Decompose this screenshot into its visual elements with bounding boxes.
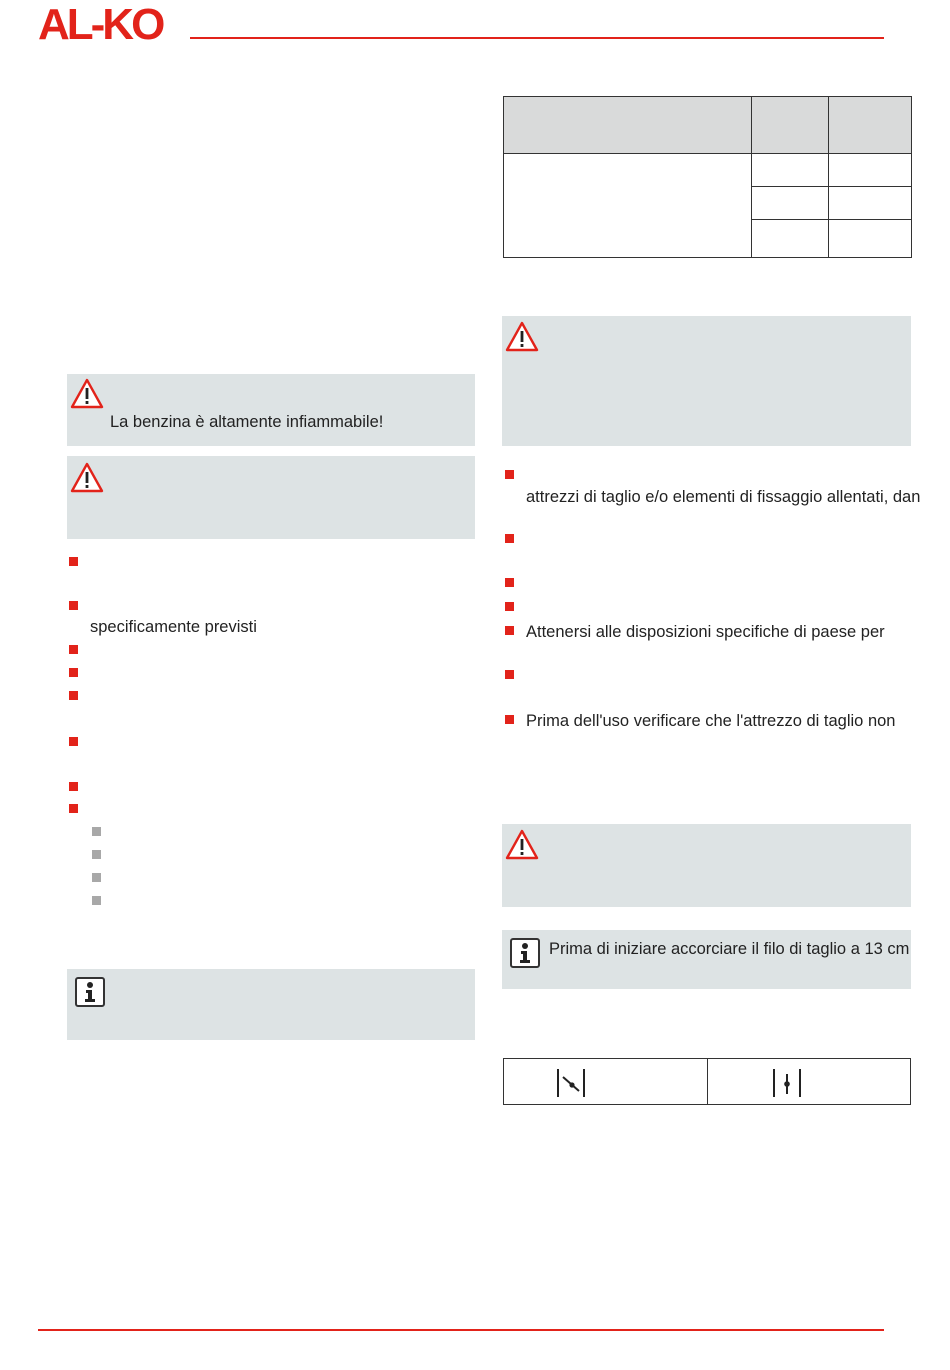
list-bullet [505, 715, 514, 724]
list-bullet [505, 670, 514, 679]
table-header-cell [829, 97, 912, 154]
list-bullet [69, 668, 78, 677]
table-cell [752, 187, 829, 220]
info-text-trim-line: Prima di iniziare accorciare il filo di taglio a 13 cm [549, 940, 910, 958]
info-icon [75, 977, 105, 1007]
sub-list-bullet [92, 896, 101, 905]
table-cell [752, 220, 829, 258]
warning-box-4 [502, 824, 911, 907]
list-item-text: Attenersi alle disposizioni specifiche di paese per [526, 623, 885, 641]
choke-closed-icon [555, 1067, 587, 1099]
list-bullet [505, 470, 514, 479]
table-header-cell [504, 97, 752, 154]
list-bullet [69, 645, 78, 654]
list-bullet [69, 601, 78, 610]
warning-triangle-icon [505, 321, 539, 353]
svg-text:AL-KO: AL-KO [38, 4, 163, 44]
alko-logo [38, 4, 184, 44]
list-bullet [69, 557, 78, 566]
info-box-left [67, 969, 475, 1040]
warning-triangle-icon [70, 462, 104, 494]
list-item-text: specificamente previsti [90, 618, 257, 636]
list-bullet [505, 602, 514, 611]
warning-box-2 [67, 456, 475, 539]
footer-rule [38, 1329, 884, 1331]
warning-box-petrol [67, 374, 475, 446]
table-cell [752, 154, 829, 187]
info-box-right [502, 930, 911, 989]
list-item-text: attrezzi di taglio e/o elementi di fissaggio allentati, dan [526, 488, 921, 506]
list-bullet [69, 804, 78, 813]
sub-list-bullet [92, 873, 101, 882]
sub-list-bullet [92, 850, 101, 859]
choke-cell-open [708, 1059, 911, 1105]
spec-table [503, 96, 912, 258]
warning-text-petrol: La benzina è altamente infiammabile! [110, 413, 384, 431]
list-bullet [505, 578, 514, 587]
list-bullet [69, 782, 78, 791]
warning-box-3 [502, 316, 911, 446]
list-bullet [69, 737, 78, 746]
choke-table [503, 1058, 911, 1105]
info-icon [510, 938, 540, 968]
warning-triangle-icon [70, 378, 104, 410]
warning-triangle-icon [505, 829, 539, 861]
sub-list-bullet [92, 827, 101, 836]
choke-open-icon [771, 1067, 803, 1099]
table-header-cell [752, 97, 829, 154]
choke-cell-closed [504, 1059, 708, 1105]
table-cell [829, 187, 912, 220]
header-rule [190, 37, 884, 39]
list-bullet [69, 691, 78, 700]
table-cell [504, 154, 752, 258]
list-bullet [505, 626, 514, 635]
list-bullet [505, 534, 514, 543]
table-cell [829, 220, 912, 258]
list-item-text: Prima dell'uso verificare che l'attrezzo di taglio non [526, 712, 896, 730]
table-cell [829, 154, 912, 187]
